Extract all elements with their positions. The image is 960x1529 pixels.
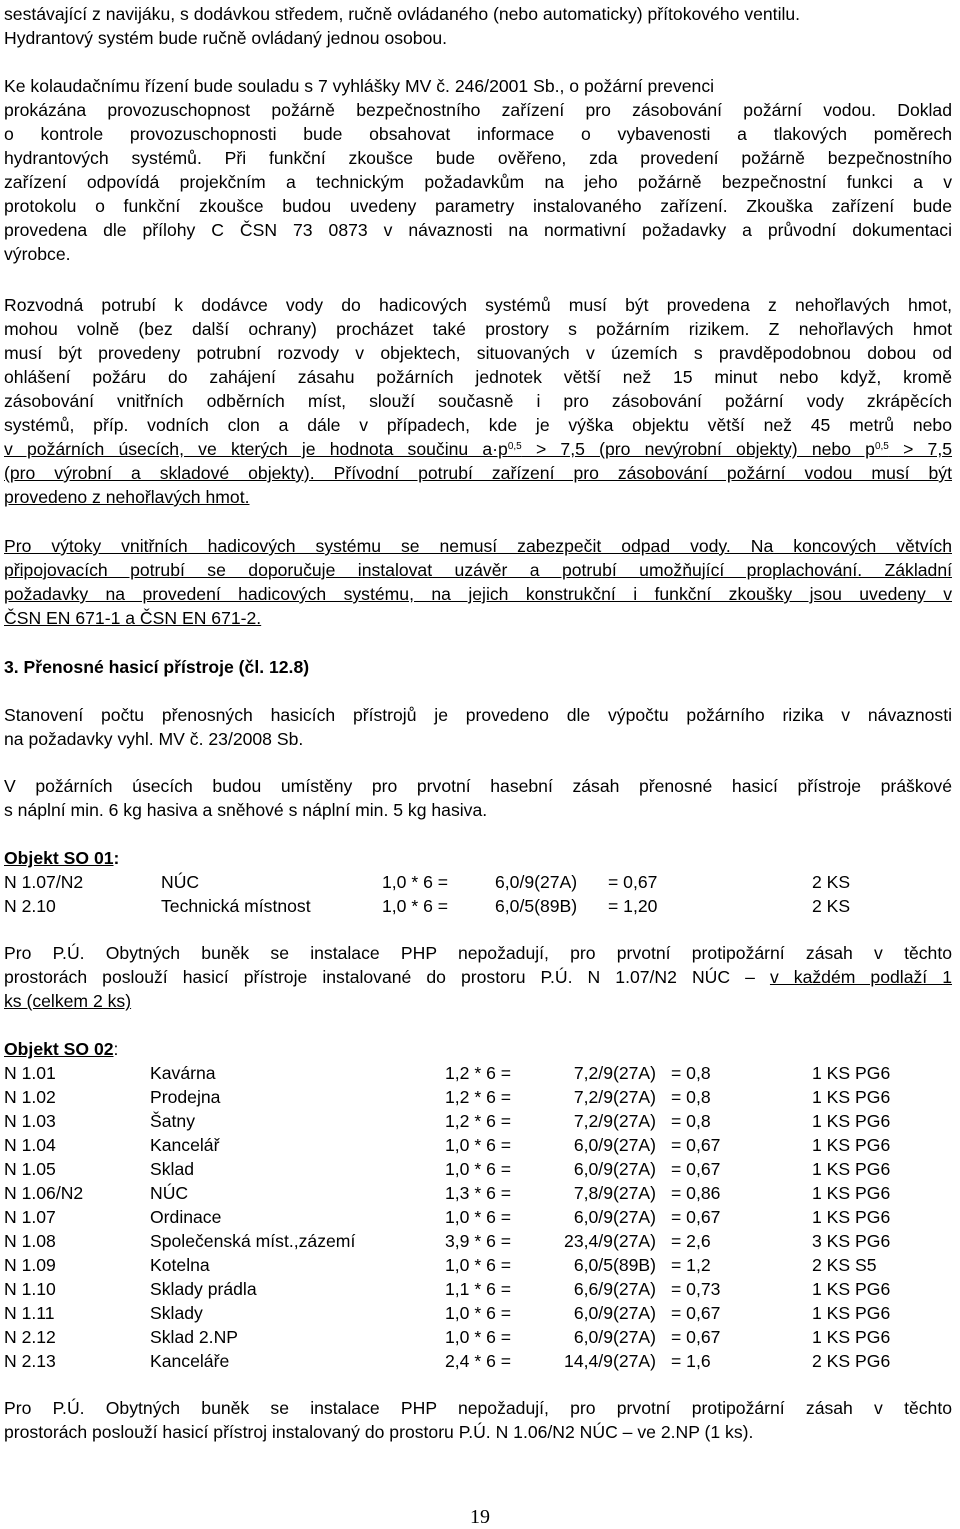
- paragraph-line: prostorách poslouží hasicí přístroj instalovaný do prostoru P.Ú. N 1.06/N2 NÚC – ve 2.NP (1 ks).: [4, 1422, 754, 1442]
- room-id: N 1.05: [4, 1159, 56, 1179]
- room-name: Sklad: [150, 1159, 195, 1179]
- paragraph-line: na požadavky vyhl. MV č. 23/2008 Sb.: [4, 729, 304, 749]
- text-segment: –: [745, 967, 770, 987]
- room-name: NÚC: [161, 872, 200, 892]
- result: = 0,8: [671, 1087, 711, 1107]
- table-row: [4, 1349, 952, 1373]
- table-row: [4, 870, 952, 894]
- calc: 1,0 * 6 =: [445, 1327, 512, 1347]
- superscript: 0,5: [874, 441, 889, 452]
- ratio: 6,0/5(89B): [573, 1255, 656, 1275]
- text-segment: > 7,5: [888, 439, 953, 459]
- paragraph-line: Pro P.Ú. Obytných buněk se instalace PHP nepožadují, pro prvotní protipožární zásah v těchto: [4, 1398, 952, 1418]
- result: = 0,67: [671, 1135, 721, 1155]
- table-row: [4, 1085, 952, 1109]
- paragraph-line: Rozvodná potrubí k dodávce vody do hadicových systémů musí být provedena z nehořlavých hmot,: [4, 295, 952, 315]
- text-segment-underlined: v každém podlaží 1: [769, 967, 952, 987]
- result: = 1,20: [608, 896, 658, 916]
- result: = 0,73: [671, 1279, 721, 1299]
- table-row: [4, 1157, 952, 1181]
- calc: 1,2 * 6 =: [445, 1063, 512, 1083]
- calc: 1,0 * 6 =: [382, 896, 449, 916]
- calc: 3,9 * 6 =: [445, 1231, 512, 1251]
- paragraph-line: zařízení odpovídá projekčním a technickým požadavkům na jeho požárně bezpečnostní funkci a v: [4, 172, 952, 192]
- paragraph-line: Ke kolaudačnímu řízení bude souladu s 7 vyhlášky MV č. 246/2001 Sb., o požární prevenci: [4, 76, 715, 96]
- object-title-text: Objekt SO 02: [4, 1039, 114, 1059]
- ratio: 6,6/9(27A): [573, 1279, 656, 1299]
- table-row: [4, 1253, 952, 1277]
- quantity: 1 KS PG6: [812, 1207, 891, 1227]
- result: = 0,67: [671, 1159, 721, 1179]
- table-row: [4, 1325, 952, 1349]
- room-name: NÚC: [150, 1183, 189, 1203]
- quantity: 2 KS: [812, 872, 851, 892]
- room-id: N 1.01: [4, 1063, 56, 1083]
- result: = 0,8: [671, 1111, 711, 1131]
- ratio: 6,0/9(27A): [495, 872, 578, 892]
- quantity: 1 KS PG6: [812, 1279, 891, 1299]
- room-id: N 1.06/N2: [4, 1183, 84, 1203]
- room-name: Sklady prádla: [150, 1279, 257, 1299]
- paragraph-line-underlined: Pro výtoky vnitřních hadicových systému se nemusí zabezpečit odpad vody. Na koncových větvích: [4, 536, 952, 556]
- room-name: Sklad 2.NP: [150, 1327, 239, 1347]
- result: = 0,67: [671, 1207, 721, 1227]
- object-title: [4, 846, 952, 870]
- paragraph-line: sestávající z navijáku, s dodávkou středem, ručně ovládaného (nebo automaticky) přítokového ventilu.: [4, 4, 801, 24]
- ratio: 7,2/9(27A): [573, 1111, 656, 1131]
- table-row: [4, 1109, 952, 1133]
- calc: 1,1 * 6 =: [445, 1279, 512, 1299]
- room-name: Kavárna: [150, 1063, 216, 1083]
- result: = 1,6: [671, 1351, 711, 1371]
- room-id: N 1.08: [4, 1231, 56, 1251]
- result: = 0,86: [671, 1183, 721, 1203]
- ratio: 14,4/9(27A): [564, 1351, 656, 1371]
- room-id: N 2.13: [4, 1351, 56, 1371]
- table-row: [4, 894, 952, 918]
- paragraph-line: systémů, příp. vodních clon a dále v případech, kde je výška objektu větší než 45 metrů nebo: [4, 415, 952, 435]
- calc: 1,0 * 6 =: [445, 1255, 512, 1275]
- paragraph-line: musí být provedeny potrubní rozvody v objektech, situovaných v územích s pravděpodobnou dobou od: [4, 343, 952, 363]
- paragraph-line: V požárních úsecích budou umístěny pro prvotní hasební zásah přenosné hasicí přístroje práškové: [4, 776, 952, 796]
- room-id: N 2.12: [4, 1327, 56, 1347]
- paragraph-line-underlined: požadavky na provedení hadicových systému, na jejich konstrukční i funkční zkoušky jsou uvedeny v: [4, 584, 952, 604]
- paragraph-line-underlined: ks (celkem 2 ks): [4, 991, 132, 1011]
- result: = 0,67: [608, 872, 658, 892]
- paragraph-line: Hydrantový systém bude ručně ovládaný jednou osobou.: [4, 28, 448, 48]
- section-heading: 3. Přenosné hasicí přístroje (čl. 12.8): [4, 657, 310, 677]
- room-name: Kotelna: [150, 1255, 210, 1275]
- quantity: 2 KS PG6: [812, 1351, 891, 1371]
- object-title-text: Objekt SO 01: [4, 848, 114, 868]
- room-id: N 1.07/N2: [4, 872, 84, 892]
- quantity: 1 KS PG6: [812, 1063, 891, 1083]
- table-row: [4, 1181, 952, 1205]
- room-id: N 2.10: [4, 896, 56, 916]
- calc: 1,0 * 6 =: [382, 872, 449, 892]
- quantity: 1 KS PG6: [812, 1183, 891, 1203]
- room-name: Prodejna: [150, 1087, 221, 1107]
- paragraph-line-underlined: provedeno z nehořlavých hmot.: [4, 487, 250, 507]
- quantity: 1 KS PG6: [812, 1327, 891, 1347]
- result: = 1,2: [671, 1255, 711, 1275]
- paragraph-line-underlined: [4, 437, 952, 461]
- table-row: [4, 1277, 952, 1301]
- room-name: Ordinace: [150, 1207, 222, 1227]
- room-id: N 1.11: [4, 1303, 55, 1323]
- room-id: N 1.10: [4, 1279, 56, 1299]
- quantity: 1 KS PG6: [812, 1159, 891, 1179]
- quantity: 1 KS PG6: [812, 1303, 891, 1323]
- calc: 1,2 * 6 =: [445, 1111, 512, 1131]
- paragraph-line: zásobování vnitřních odběrních míst, slouží současně i pro zásobování požární vody zkrápěcích: [4, 391, 952, 411]
- room-name: Technická místnost: [161, 896, 311, 916]
- object-title-colon: :: [113, 848, 120, 868]
- quantity: 1 KS PG6: [812, 1111, 891, 1131]
- paragraph-line: provedena dle přílohy C ČSN 73 0873 v návaznosti na normativní požadavky a průvodní dokumentaci: [4, 220, 952, 240]
- result: = 0,67: [671, 1327, 721, 1347]
- calc: 1,3 * 6 =: [445, 1183, 512, 1203]
- quantity: 1 KS PG6: [812, 1135, 891, 1155]
- ratio: 7,8/9(27A): [573, 1183, 656, 1203]
- result: = 0,67: [671, 1303, 721, 1323]
- ratio: 6,0/9(27A): [573, 1327, 656, 1347]
- paragraph-line: protokolu o funkční zkoušce budou uvedeny parametry instalovaného zařízení. Zkouška zařízení bude: [4, 196, 952, 216]
- table-row: [4, 1301, 952, 1325]
- text-segment: > 7,5 (pro nevýrobní objekty) nebo p: [521, 439, 875, 459]
- calc: 1,2 * 6 =: [445, 1087, 512, 1107]
- paragraph-line: Stanovení počtu přenosných hasicích přístrojů je provedeno dle výpočtu požárního rizika v návaznosti: [4, 705, 952, 725]
- paragraph-line: s náplní min. 6 kg hasiva a sněhové s náplní min. 5 kg hasiva.: [4, 800, 488, 820]
- calc: 1,0 * 6 =: [445, 1135, 512, 1155]
- paragraph-line: [4, 965, 952, 989]
- table-row: [4, 1205, 952, 1229]
- paragraph-line: o kontrole provozuschopnosti bude obsahovat informace o vybavenosti a tlakových poměrech: [4, 124, 952, 144]
- quantity: 2 KS: [812, 896, 851, 916]
- table-row: [4, 1229, 952, 1253]
- calc: 1,0 * 6 =: [445, 1159, 512, 1179]
- calc: 1,0 * 6 =: [445, 1207, 512, 1227]
- text-segment: v požárních úsecích, ve kterých je hodnota součinu a·p: [4, 439, 508, 459]
- table-row: [4, 1061, 952, 1085]
- paragraph-line: prokázána provozuschopnost požárně bezpečnostního zařízení pro zásobování požární vodou. Doklad: [4, 100, 952, 120]
- paragraph-line-underlined: připojovacích potrubí se doporučuje instalovat uzávěr a potrubí umožňující proplachování. Základní: [4, 560, 952, 580]
- ratio: 6,0/9(27A): [573, 1159, 656, 1179]
- room-id: N 1.04: [4, 1135, 56, 1155]
- text-segment: prostorách poslouží hasicí přístroje instalované do prostoru P.Ú. N 1.07/N2 NÚC: [4, 967, 746, 987]
- ratio: 6,0/9(27A): [573, 1207, 656, 1227]
- table-row: [4, 1133, 952, 1157]
- calc: 1,0 * 6 =: [445, 1303, 512, 1323]
- calc: 2,4 * 6 =: [445, 1351, 512, 1371]
- room-name: Šatny: [150, 1111, 195, 1131]
- ratio: 7,2/9(27A): [573, 1063, 656, 1083]
- quantity: 1 KS PG6: [812, 1087, 891, 1107]
- ratio: 6,0/9(27A): [573, 1135, 656, 1155]
- object-title: [4, 1037, 952, 1061]
- paragraph-line: výrobce.: [4, 244, 71, 264]
- quantity: 3 KS PG6: [812, 1231, 891, 1251]
- result: = 0,8: [671, 1063, 711, 1083]
- room-name: Kanceláře: [150, 1351, 230, 1371]
- room-id: N 1.03: [4, 1111, 56, 1131]
- ratio: 7,2/9(27A): [573, 1087, 656, 1107]
- paragraph-line: mohou volně (bez další ochrany) procházet také prostory s požárním rizikem. Z nehořlavých hmot: [4, 319, 952, 339]
- paragraph-line: hydrantových systémů. Při funkční zkoušce bude ověřeno, zda provedení požárně bezpečnostního: [4, 148, 952, 168]
- superscript: 0,5: [507, 441, 522, 452]
- object-title-colon: :: [113, 1039, 119, 1059]
- quantity: 2 KS S5: [812, 1255, 877, 1275]
- room-name: Sklady: [150, 1303, 203, 1323]
- paragraph-line: ohlášení požáru do zahájení zásahu požárních jednotek větší než 15 minut nebo když, kromě: [4, 367, 952, 387]
- paragraph-line-underlined: ČSN EN 671-1 a ČSN EN 671-2.: [4, 608, 262, 628]
- room-id: N 1.09: [4, 1255, 56, 1275]
- page-number: 19: [470, 1506, 490, 1528]
- paragraph-line: Pro P.Ú. Obytných buněk se instalace PHP nepožadují, pro prvotní protipožární zásah v těchto: [4, 943, 952, 963]
- result: = 2,6: [671, 1231, 711, 1251]
- ratio: 6,0/5(89B): [495, 896, 578, 916]
- ratio: 6,0/9(27A): [573, 1303, 656, 1323]
- room-id: N 1.02: [4, 1087, 56, 1107]
- paragraph-line-underlined: (pro výrobní a skladové objekty). Přívodní potrubí zařízení pro zásobování požární vodou musí být: [4, 463, 952, 483]
- room-name: Společenská míst.,zázemí: [150, 1231, 356, 1251]
- room-id: N 1.07: [4, 1207, 56, 1227]
- ratio: 23,4/9(27A): [564, 1231, 656, 1251]
- room-name: Kancelář: [150, 1135, 220, 1155]
